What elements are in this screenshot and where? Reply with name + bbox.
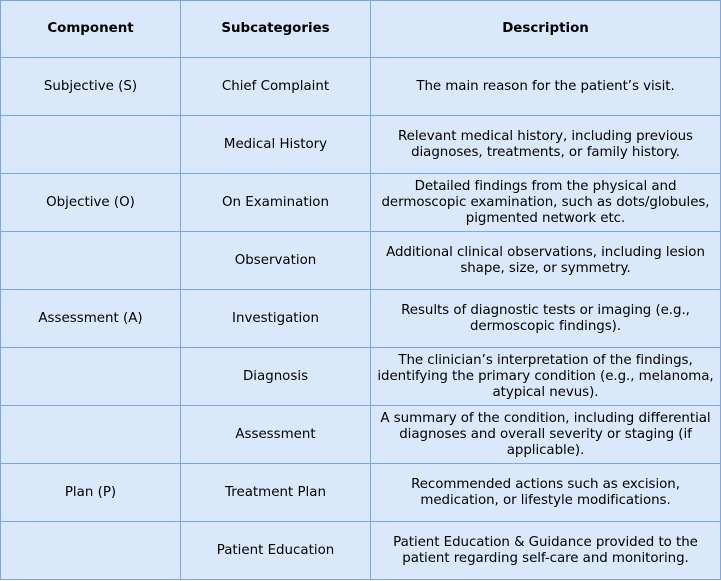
table-row [1, 58, 721, 116]
cell-description: The main reason for the patient’s visit. [371, 58, 721, 116]
cell-component: Plan (P) [1, 464, 181, 522]
cell-subcategory: Diagnosis [181, 348, 371, 406]
cell-description: A summary of the condition, including differential diagnoses and overall severity or staging (if applicable). [371, 406, 721, 464]
table-row [1, 116, 721, 174]
cell-component: Objective (O) [1, 174, 181, 232]
cell-subcategory: Treatment Plan [181, 464, 371, 522]
header-component: Component [1, 1, 181, 58]
cell-subcategory: Assessment [181, 406, 371, 464]
cell-component: Subjective (S) [1, 58, 181, 116]
cell-description: Patient Education & Guidance provided to the patient regarding self-care and monitoring. [371, 522, 721, 580]
cell-subcategory: On Examination [181, 174, 371, 232]
table-row [1, 522, 721, 580]
cell-component [1, 116, 181, 174]
cell-component [1, 348, 181, 406]
cell-component [1, 406, 181, 464]
cell-description: Relevant medical history, including previous diagnoses, treatments, or family history. [371, 116, 721, 174]
table-row [1, 406, 721, 464]
header-subcategories: Subcategories [181, 1, 371, 58]
table-row [1, 290, 721, 348]
header-description: Description [371, 1, 721, 58]
cell-subcategory: Observation [181, 232, 371, 290]
cell-subcategory: Chief Complaint [181, 58, 371, 116]
cell-component [1, 522, 181, 580]
cell-description: The clinician’s interpretation of the findings, identifying the primary condition (e.g., melanoma, atypical nevus). [371, 348, 721, 406]
table-row [1, 232, 721, 290]
table-row [1, 174, 721, 232]
cell-description: Detailed findings from the physical and dermoscopic examination, such as dots/globules, pigmented network etc. [371, 174, 721, 232]
cell-description: Recommended actions such as excision, medication, or lifestyle modifications. [371, 464, 721, 522]
cell-description: Additional clinical observations, including lesion shape, size, or symmetry. [371, 232, 721, 290]
cell-component [1, 232, 181, 290]
cell-component: Assessment (A) [1, 290, 181, 348]
header-row [1, 1, 721, 58]
cell-subcategory: Medical History [181, 116, 371, 174]
table-row [1, 464, 721, 522]
cell-description: Results of diagnostic tests or imaging (e.g., dermoscopic findings). [371, 290, 721, 348]
cell-subcategory: Patient Education [181, 522, 371, 580]
cell-subcategory: Investigation [181, 290, 371, 348]
table-row [1, 348, 721, 406]
